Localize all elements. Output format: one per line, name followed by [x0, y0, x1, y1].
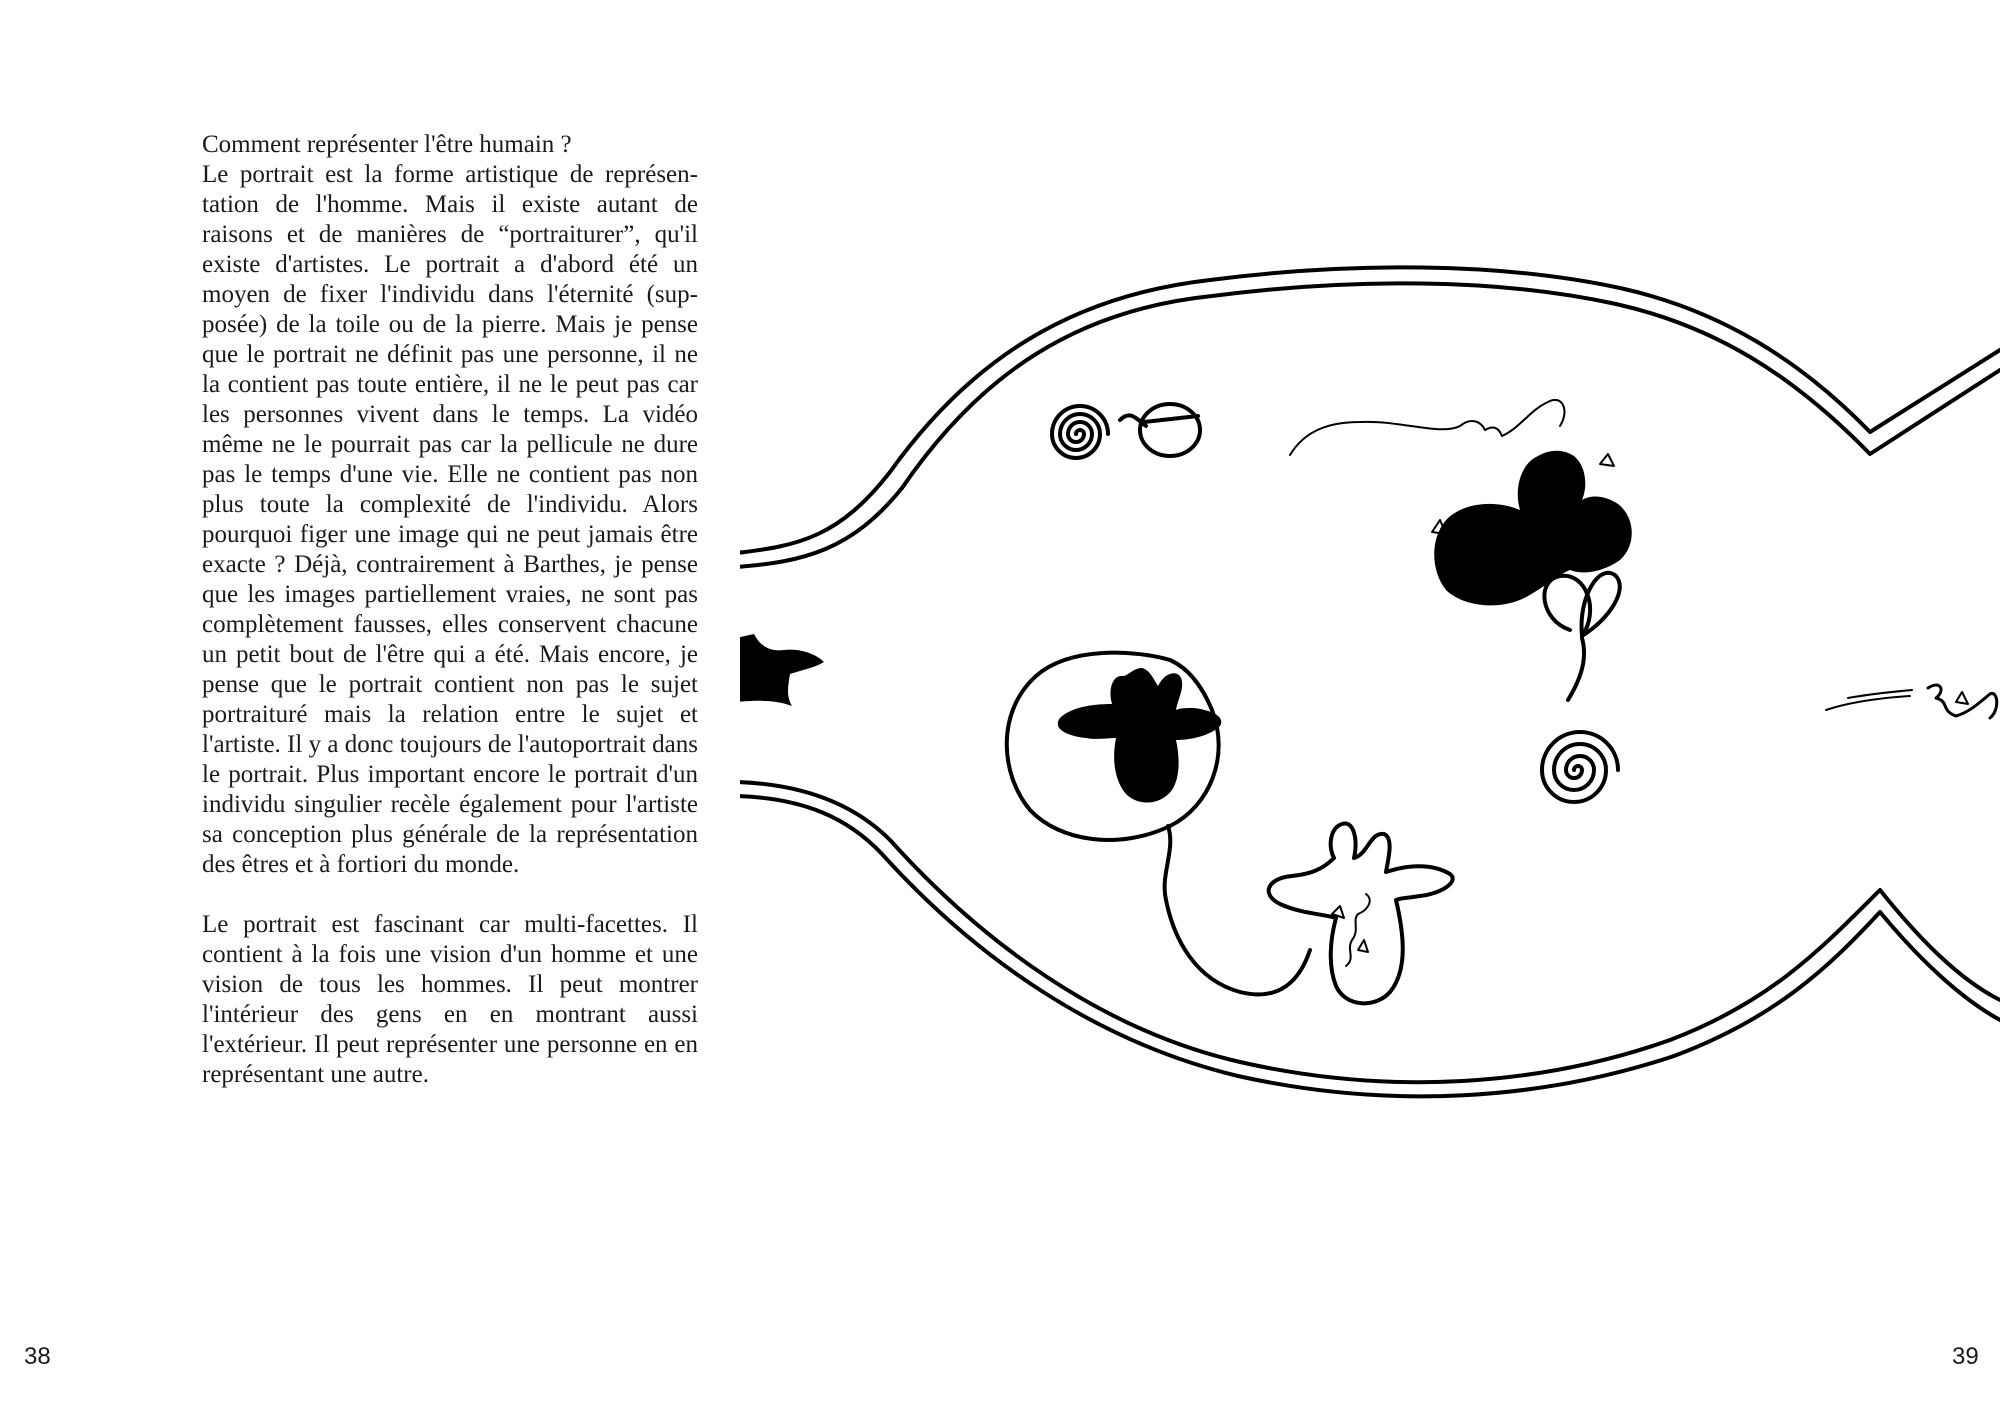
page-number-left: 38	[24, 1343, 51, 1370]
right-edge-dashes	[1826, 690, 1912, 710]
section-heading: Comment représenter l'être humain ?	[202, 131, 572, 158]
vessel-bottom-outer-line	[740, 782, 2000, 1082]
small-triangle-right	[1600, 454, 1614, 466]
small-circle-bar	[1144, 416, 1198, 422]
face-scribble	[1346, 894, 1370, 966]
paragraph-spacer	[202, 880, 698, 910]
black-blob-upper	[1434, 451, 1632, 606]
large-circle-outline	[1007, 653, 1219, 840]
small-circle-top	[1140, 404, 1200, 456]
black-shape-left-edge	[740, 634, 824, 706]
black-figure-in-circle	[1058, 668, 1222, 803]
wandering-line-top	[1290, 400, 1564, 455]
spiral-lower-right	[1542, 732, 1618, 802]
vessel-top-outer-line	[740, 267, 2000, 553]
long-connector-line	[1165, 826, 1310, 994]
spiral-top-left	[1052, 406, 1108, 458]
ink-drawing-illustration	[740, 250, 2000, 1170]
text-column	[202, 130, 698, 1090]
face-triangle-2	[1358, 940, 1368, 952]
page-number-right: 39	[1952, 1343, 1979, 1370]
body-paragraph-2: Le portrait est fascinant car multi-facettes. Il contient à la fois une vision d'un homme et une vision de tous les hommes. Il peut montrer l'intérieur des gens en en montrant aussi l'extérieur. Il peut représenter une personne en en représentant une autre.	[202, 911, 698, 1088]
loop-tail-line	[1568, 638, 1584, 700]
right-edge-scribble	[1928, 685, 1997, 718]
body-paragraph-1: Le portrait est la forme artistique de représentation de l'homme. Mais il existe autant de raisons et de manières de “portraiturer”, qu'il existe d'artistes. Le portrait a d'abord été un moyen de fixer l'individu dans l'éternité (supposée) de la toile ou de la pierre. Mais je pense que le portrait ne définit pas une personne, il ne la contient pas toute entière, il ne le peut pas car les personnes vivent dans le temps. La vidéo même ne le pourrait pas car la pellicule ne dure pas le temps d'une vie. Elle ne contient pas non plus toute la complexité de l'individu. Alors pourquoi figer une image qui ne peut jamais être exacte ? Déjà, contrairement à Barthes, je pense que les images partiellement vraies, ne sont pas complètement fausses, elles conservent chacune un petit bout de l'être qui a été. Mais encore, je pense que le portrait contient non pas le sujet portraituré mais la relation entre le sujet et l'artiste. Il y a donc toujours de l'autoportrait dans le portrait. Plus important encore le portrait d'un individu singulier recèle également pour l'artiste sa conception plus générale de la représentation des êtres et à fortiori du monde.	[202, 161, 698, 878]
right-edge-triangle	[1956, 692, 1968, 704]
ink-drawing-svg	[740, 250, 2000, 1170]
